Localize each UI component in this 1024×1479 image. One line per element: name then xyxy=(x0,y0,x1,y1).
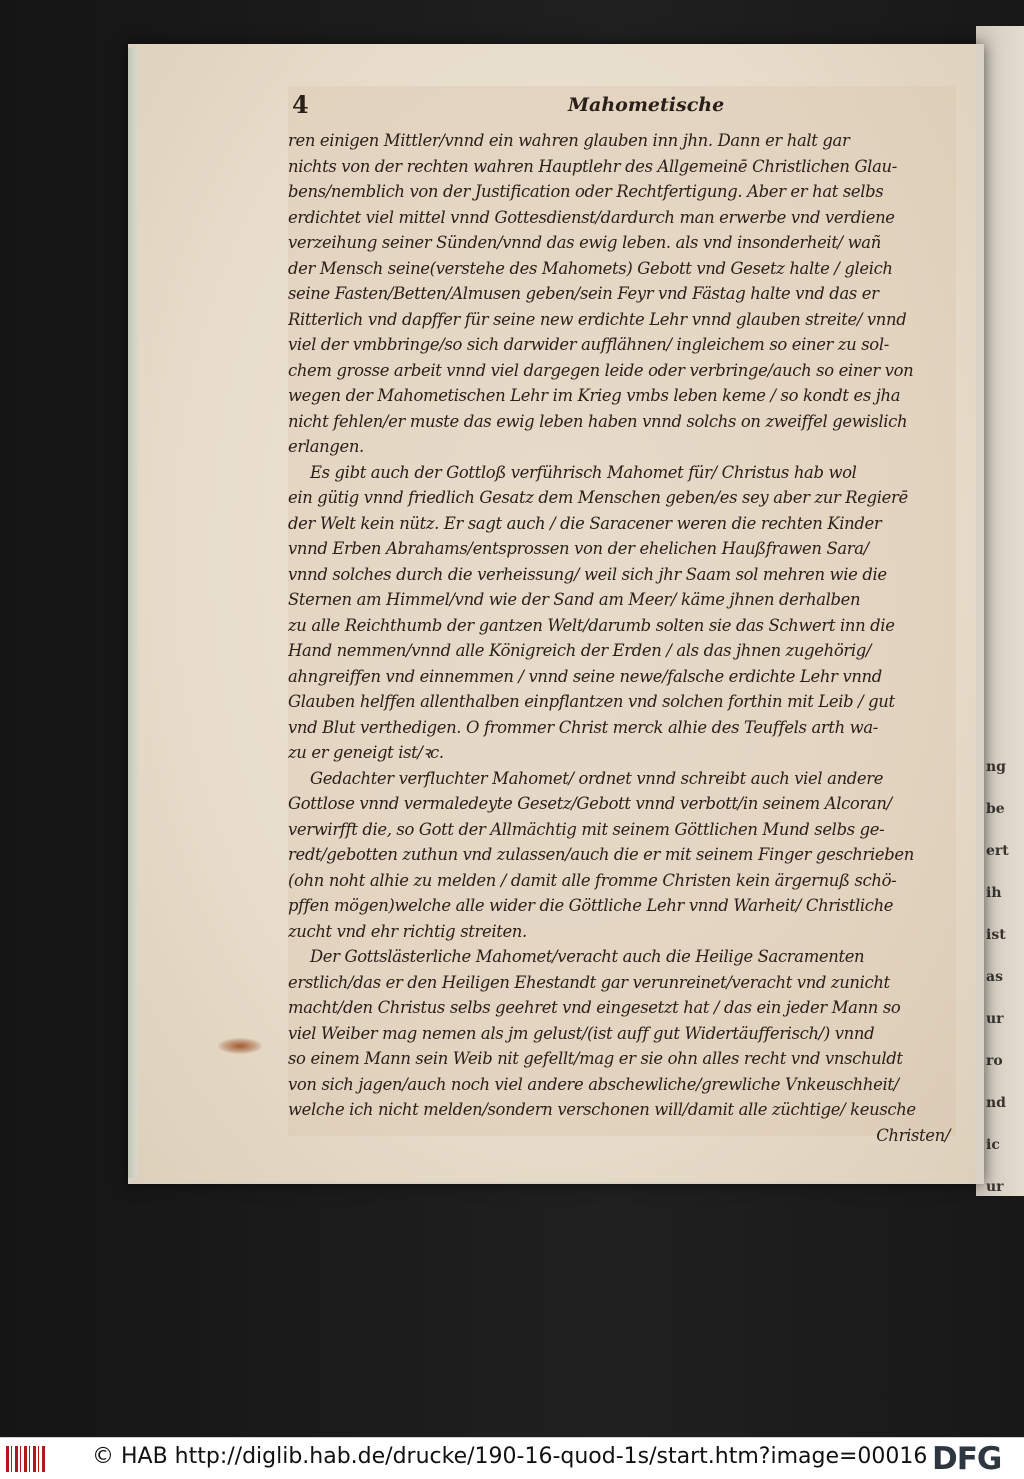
text-line: Hand nemmen/vnnd alle Königreich der Erden / als das jhnen zugehörig/ xyxy=(288,641,872,660)
text-line: der Mensch seine(verstehe des Mahomets) Gebott vnd Gesetz halte / gleich xyxy=(288,258,893,278)
text-line: erdichtet viel mittel vnnd Gottesdienst/dardurch man erwerbe vnd verdiene xyxy=(288,207,895,227)
text-line: chem grosse arbeit vnnd viel dargegen leide oder verbringe/auch so einer von xyxy=(288,360,914,380)
edge-fragment: ist xyxy=(986,927,1006,943)
barcode-icon xyxy=(6,1446,46,1472)
page-number: 4 xyxy=(292,90,309,119)
text-line: bens/nemblich von der Justification oder Rechtfertigung. Aber er hat selbs xyxy=(288,182,884,201)
text-line: nicht fehlen/er muste das ewig leben haben vnnd solchs on zweiffel gewislich xyxy=(288,411,908,431)
text-line: verwirfft die, so Gott der Allmächtig mit seinem Göttlichen Mund selbs ge- xyxy=(288,819,885,839)
text-line: erlangen. xyxy=(288,437,364,456)
text-line: vnd Blut verthedigen. O frommer Christ merck alhie des Teuffels arth wa- xyxy=(288,717,878,737)
text-line: ren einigen Mittler/vnnd ein wahren glauben inn jhn. Dann er halt gar xyxy=(288,131,850,150)
text-line: Sternen am Himmel/vnd wie der Sand am Meer/ käme jhnen derhalben xyxy=(288,590,861,609)
text-line: Es gibt auch der Gottloß verführisch Mahomet für/ Christus hab wol xyxy=(310,462,857,482)
text-line: Glauben helffen allenthalben einpflantzen vnd solchen forthin mit Leib / gut xyxy=(288,692,895,711)
page-binding-edge xyxy=(128,48,138,1178)
edge-fragment: ro xyxy=(986,1053,1003,1069)
text-line: vnnd Erben Abrahams/entsprossen von der ehelichen Haußfrawen Sara/ xyxy=(288,539,869,558)
text-line: Gottlose vnnd vermaledeyte Gesetz/Gebott vnnd verbott/in seinem Alcoran/ xyxy=(288,794,892,813)
text-line: macht/den Christus selbs geehret vnd eingesetzt hat / das ein jeder Mann so xyxy=(288,998,901,1017)
text-line: Der Gottslästerliche Mahomet/veracht auch die Heilige Sacramenten xyxy=(310,947,865,966)
text-line: redt/gebotten zuthun vnd zulassen/auch die er mit seinem Finger geschrieben xyxy=(288,845,914,864)
edge-fragment: ur xyxy=(986,1179,1004,1195)
text-line: seine Fasten/Betten/Almusen geben/sein Feyr vnd Fästag halte vnd das er xyxy=(288,284,879,303)
text-line: verzeihung seiner Sünden/vnnd das ewig leben. als vnd insonderheit/ wañ xyxy=(288,233,881,252)
text-line: ahngreiffen vnd einnemmen / vnnd seine newe/falsche erdichte Lehr vnnd xyxy=(288,666,882,686)
adjacent-page-text xyxy=(986,746,1024,1196)
text-line: der Welt kein nütz. Er sagt auch / die Saracener weren die rechten Kinder xyxy=(288,513,882,533)
text-line: so einem Mann sein Weib nit gefellt/mag er sie ohn alles recht vnd vnschuldt xyxy=(288,1049,903,1068)
text-line: wegen der Mahometischen Lehr im Krieg vmbs leben keme / so kondt es jha xyxy=(288,386,901,405)
text-line: erstlich/das er den Heiligen Ehestandt gar verunreinet/veracht vnd zunicht xyxy=(288,972,890,992)
text-line: von sich jagen/auch noch viel andere abschewliche/grewliche Vnkeuschheit/ xyxy=(288,1074,899,1094)
text-line: Gedachter verfluchter Mahomet/ ordnet vnnd schreibt auch viel andere xyxy=(310,768,884,788)
text-line: vnnd solches durch die verheissung/ weil sich jhr Saam sol mehren wie die xyxy=(288,564,887,584)
text-line: viel der vmbbringe/so sich darwider aufflähnen/ ingleichem so einer zu sol- xyxy=(288,335,889,354)
running-head-title: Mahometische xyxy=(568,94,725,116)
edge-fragment: ic xyxy=(986,1137,1000,1153)
edge-fragment: be xyxy=(986,801,1005,817)
edge-fragment: ert xyxy=(986,843,1009,859)
text-line: welche ich nicht melden/sondern verschonen will/damit alle züchtige/ keusche xyxy=(288,1100,916,1119)
text-line: zu er geneigt ist/ꝛc. xyxy=(288,743,444,762)
edge-fragment: nd xyxy=(986,1095,1006,1111)
dfg-logo: DFG xyxy=(932,1441,1002,1477)
text-line: pffen mögen)welche alle wider die Göttliche Lehr vnnd Warheit/ Christliche xyxy=(288,896,894,915)
ink-stain xyxy=(218,1038,262,1054)
running-head xyxy=(288,86,956,122)
edge-fragment: as xyxy=(986,969,1003,985)
text-line: nichts von der rechten wahren Hauptlehr des Allgemeinē Christlichen Glau- xyxy=(288,156,897,176)
text-line: Christen/ xyxy=(876,1125,950,1145)
body-text xyxy=(288,128,956,1148)
footer-bar xyxy=(0,1437,1024,1479)
text-line: zucht vnd ehr richtig streiten. xyxy=(288,921,527,941)
edge-fragment: ng xyxy=(986,759,1006,775)
text-line: (ohn noht alhie zu melden / damit alle fromme Christen kein ärgernuß schö- xyxy=(288,870,897,890)
copyright-link[interactable]: © HAB http://diglib.hab.de/drucke/190-16-quod-1s/start.htm?image=00016 xyxy=(92,1444,928,1469)
edge-fragment: ih xyxy=(986,885,1002,901)
text-line: zu alle Reichthumb der gantzen Welt/darumb solten sie das Schwert inn die xyxy=(288,615,895,635)
text-line: viel Weiber mag nemen als jm gelust/(ist auff gut Widertäufferisch/) vnnd xyxy=(288,1023,875,1043)
text-block xyxy=(288,86,956,1145)
edge-fragment: ur xyxy=(986,1011,1004,1027)
text-line: ein gütig vnnd friedlich Gesatz dem Menschen geben/es sey aber zur Regierē xyxy=(288,488,908,507)
text-line: Ritterlich vnd dapffer für seine new erdichte Lehr vnnd glauben streite/ vnnd xyxy=(288,309,907,329)
